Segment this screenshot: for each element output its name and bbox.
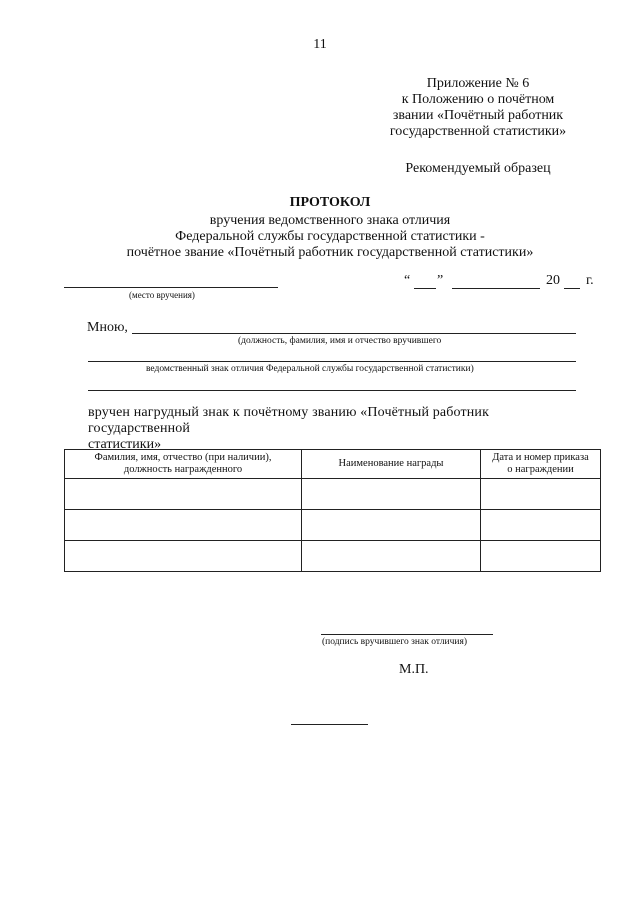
- date-year-prefix: 20: [546, 273, 560, 288]
- date-month-line[interactable]: [452, 288, 540, 289]
- date-quote-close: ”: [437, 273, 444, 288]
- subtitle-line-2: Федеральной службы государственной статистики -: [175, 229, 485, 244]
- by-me-field-line[interactable]: [132, 333, 576, 334]
- table-cell[interactable]: [302, 541, 481, 572]
- document-subtitle: [0, 213, 640, 261]
- date-day-line[interactable]: [414, 288, 436, 289]
- signature-caption: (подпись вручившего знак отличия): [322, 637, 467, 647]
- awards-table: [64, 449, 601, 572]
- header-award-name: [302, 450, 481, 479]
- date-year-suffix: г.: [586, 273, 594, 288]
- page-number: 11: [313, 37, 327, 52]
- table-cell[interactable]: [65, 510, 302, 541]
- sample-label: Рекомендуемый образец: [405, 161, 551, 176]
- signature-line[interactable]: [321, 634, 493, 635]
- table-cell[interactable]: [481, 541, 601, 572]
- appendix-line-2: к Положению о почётном: [401, 92, 555, 107]
- table-cell[interactable]: [65, 479, 302, 510]
- appendix-line-1: Приложение № 6: [426, 76, 530, 91]
- by-me-label: Мною,: [87, 320, 128, 335]
- table-row: [65, 510, 601, 541]
- presenter-field-line-2[interactable]: [88, 361, 576, 362]
- table-header-row: [65, 450, 601, 479]
- subtitle-line-1: вручения ведомственного знака отличия: [209, 213, 451, 228]
- awarded-text-line-1: вручен нагрудный знак к почётному званию «Почётный работник государственной: [88, 405, 490, 436]
- table-cell[interactable]: [302, 510, 481, 541]
- table-cell[interactable]: [65, 541, 302, 572]
- header-order-date: [481, 450, 601, 479]
- header-order-date-line-1: Дата и номер приказа: [492, 452, 589, 463]
- table-row: [65, 541, 601, 572]
- date-year-line[interactable]: [564, 288, 580, 289]
- footer-divider: [291, 724, 368, 725]
- header-order-date-line-2: о награждении: [507, 464, 574, 475]
- document-title: ПРОТОКОЛ: [289, 195, 371, 210]
- appendix-line-3: звании «Почётный работник: [392, 108, 564, 123]
- appendix-header: [360, 76, 596, 140]
- header-award-name-line-1: Наименование награды: [338, 458, 444, 469]
- appendix-line-4: государственной статистики»: [389, 124, 567, 139]
- stamp-label: М.П.: [399, 662, 429, 677]
- table-row: [65, 479, 601, 510]
- awarded-text: [88, 405, 588, 453]
- table-cell[interactable]: [302, 479, 481, 510]
- presenter-field-line-3[interactable]: [88, 390, 576, 391]
- header-recipient: [65, 450, 302, 479]
- subtitle-line-3: почётное звание «Почётный работник государственной статистики»: [126, 245, 534, 260]
- badge-caption: ведомственный знак отличия Федеральной службы государственной статистики): [146, 364, 474, 374]
- table-cell[interactable]: [481, 510, 601, 541]
- header-recipient-line-1: Фамилия, имя, отчество (при наличии),: [94, 452, 272, 463]
- awarded-text-line-2: статистики»: [88, 437, 162, 452]
- header-recipient-line-2: должность награжденного: [123, 464, 243, 475]
- date-quote-open: “: [404, 273, 411, 288]
- place-field-line[interactable]: [64, 287, 278, 288]
- by-me-caption: (должность, фамилия, имя и отчество вручившего: [238, 336, 442, 346]
- place-caption: (место вручения): [129, 290, 195, 300]
- table-cell[interactable]: [481, 479, 601, 510]
